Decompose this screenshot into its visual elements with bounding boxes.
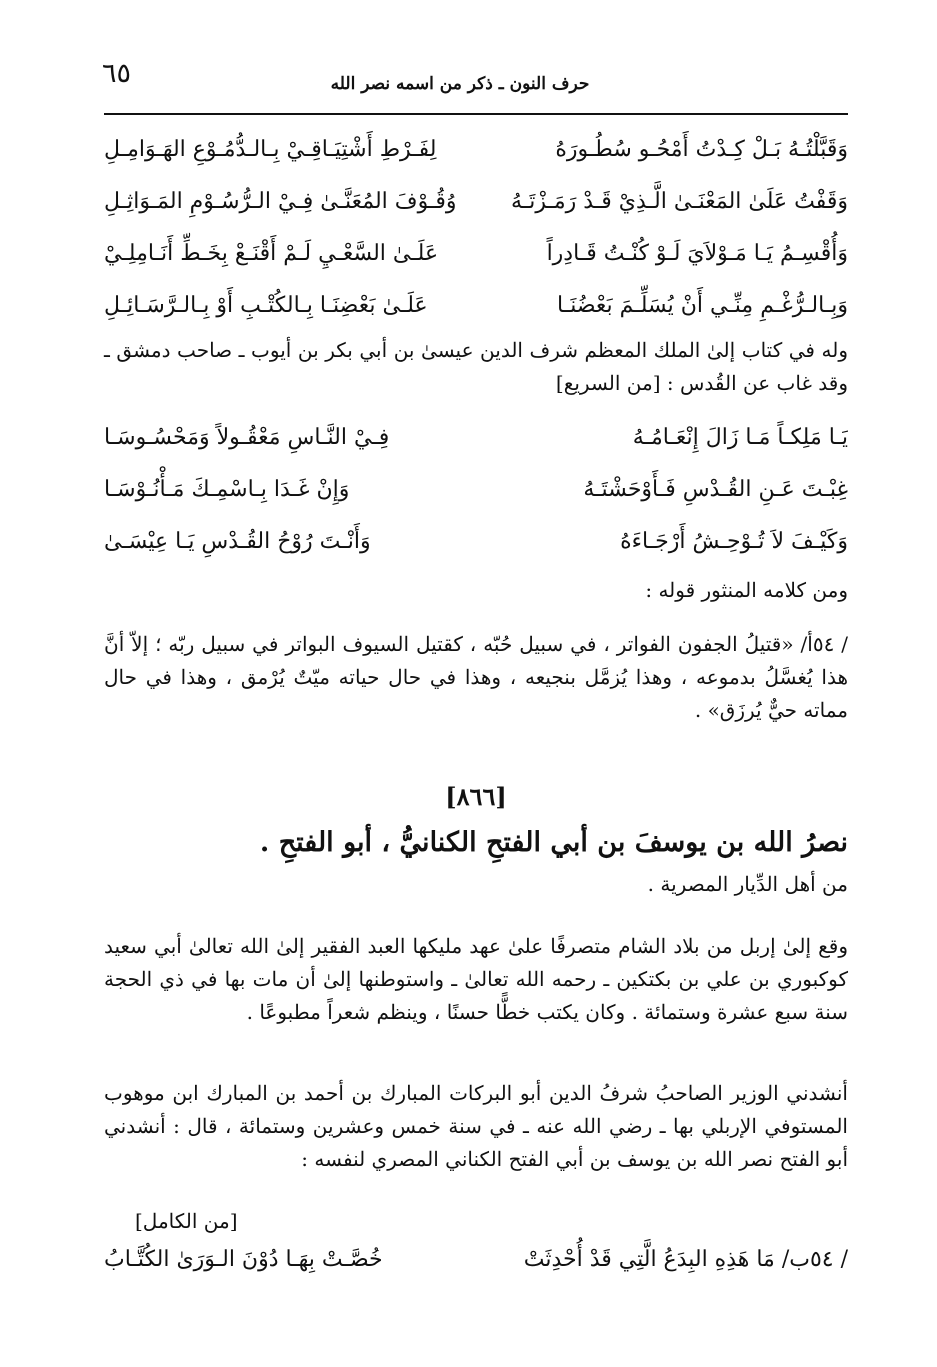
verse-row <box>104 464 848 516</box>
verse-second-hemistich: فِـيْ النَّـاسِ مَعْقُـولاً وَمَحْسُـوسَـا <box>104 425 390 450</box>
prose-intro: ومن كلامه المنثور قوله : <box>645 578 848 602</box>
verse-first-hemistich: وَقَبَّلْتُـهُ بَـلْ كِـدْتُ أَمْحُـو سُطُـورَهُ <box>555 137 848 162</box>
biography-text: وقع إلىٰ إربل من بلاد الشام متصرفًا علىٰ عهد مليكها العبد الفقير إلىٰ الله تعالىٰ أبي سعيد كوكبوري بن علي بن بكتكين ـ رحمه الله تعالىٰ ـ واستوطنها إلىٰ أن مات بها في ذي الحجة سنة سبع عشرة وستمائة . وكان يكتب خطًّا حسنًا ، وينظم شعراً مطبوعًا . <box>104 934 848 1024</box>
verse-row <box>104 176 848 228</box>
prose-text: / ٥٤أ/ «قتيلُ الجفون الفواتر ، في سبيل حُبّه ، كقتيل السيوف البواتر في سبيل ربّه ؛ إلاّ أنَّ هذا يُغسَّلُ بدموعه ، وهذا يُزمَّل بنجيعه ، وهذا في حال حياته ميّتٌ يُرْمق ، وهذا في حال مماته حيٌّ يُرزَق» . <box>104 632 848 722</box>
header-rule <box>104 113 848 115</box>
intro-paragraph <box>104 334 848 400</box>
verse-second-hemistich: لِفَـرْطِ أَشْتِيَـاقِـيْ بِـالـدُّمُـوْعِ الهَـوَامِـلِ <box>104 137 437 162</box>
entry-number: [٨٦٦] <box>445 782 507 811</box>
entry-origin: من أهل الدِّيار المصرية . <box>647 872 848 896</box>
verse-row <box>104 516 848 568</box>
page-number: ٦٥ <box>102 58 132 89</box>
prose-paragraph <box>104 628 848 727</box>
transmission-text: أنشدني الوزير الصاحبُ شرفُ الدين أبو البركات المبارك بن أحمد بن المبارك ابن موهوب المستوفي الإربلي بها ـ رضي الله عنه ـ في سنة خمس وعشرين وستمائة ، قال : أنشدني أبو الفتح نصر الله بن يوسف بن أبي الفتح الكناني المصري لنفسه : <box>104 1081 848 1171</box>
verse-row <box>104 1234 848 1286</box>
verse-second-hemistich: وَأَنْـتَ رُوْحُ القُـدْسِ يَـا عِيْسَـىٰ <box>104 529 371 554</box>
running-head: حرف النون ـ ذكر من اسمه نصر الله <box>330 74 590 94</box>
verse-first-hemistich: وَأُقْسِـمُ يَـا مَـوْلاَيَ لَـوْ كُنْـتُ قَـادِراً <box>546 241 848 266</box>
verse-second-hemistich: عَلَـىٰ السَّعْـيِ لَـمْ أَقْنَـعْ بِخَـطِّ أَنَـامِلِـيْ <box>104 241 439 266</box>
verse-first-hemistich: / ٥٤ب/ مَا هَذِهِ البِدَعُ الَّتِي قَدْ أُحْدِثَتْ <box>523 1247 848 1272</box>
poem-block <box>104 412 848 568</box>
verse-first-hemistich: وَبِـالـرُّغْـمِ مِنِّـي أَنْ يُسَلِّـمَ بَعْضُنَـا <box>557 293 848 318</box>
biography-paragraph <box>104 930 848 1029</box>
verse-second-hemistich: خُصَّـتْ بِهَـا دُوْنَ الـوَرَىٰ الكُتَّـابُ <box>104 1247 383 1272</box>
verse-row <box>104 412 848 464</box>
poem-block <box>104 124 848 332</box>
verse-second-hemistich: وَإِنْ غَـدَا بِـاسْمِـكَ مَـأْنُـوْسَـا <box>104 477 350 502</box>
transmission-paragraph <box>104 1077 848 1176</box>
verse-row <box>104 124 848 176</box>
intro-text: وله في كتاب إلىٰ الملك المعظم شرف الدين عيسىٰ بن أبي بكر بن أيوب ـ صاحب دمشق ـ وقد غاب عن القُدس : [من السريع] <box>104 338 848 395</box>
verse-first-hemistich: وَقَفْتُ عَلَىٰ المَعْنَـىٰ الَّـذِيْ قَـدْ رَمَـزْتَـهُ <box>510 189 848 214</box>
entry-name: نصرُ الله بن يوسفَ بن أبي الفتحِ الكنانيُّ ، أبو الفتحِ . <box>259 827 848 858</box>
verse-first-hemistich: يَـا مَلِكـاً مَـا زَالَ إِنْعَـامُـهُ <box>632 425 848 450</box>
verse-row <box>104 228 848 280</box>
verse-first-hemistich: وَكَيْـفَ لاَ تُـوْحِـشُ أَرْجَـاءَهُ <box>620 529 848 554</box>
verse-second-hemistich: عَلَـىٰ بَعْضِنَـا بِـالكُتْـبِ أَوْ بِـالـرَّسَـائِـلِ <box>104 293 428 318</box>
meter-label: [من الكامل] <box>135 1209 238 1233</box>
verse-row <box>104 280 848 332</box>
verse-second-hemistich: وُقُـوْفَ المُعَنَّـىٰ فِـيْ الـرُّسُـوْمِ المَـوَاثِـلِ <box>104 189 457 214</box>
poem-block <box>104 1234 848 1286</box>
verse-first-hemistich: غِبْـتَ عَـنِ القُـدْسِ فَـأَوْحَشْتَـهُ <box>583 477 848 502</box>
